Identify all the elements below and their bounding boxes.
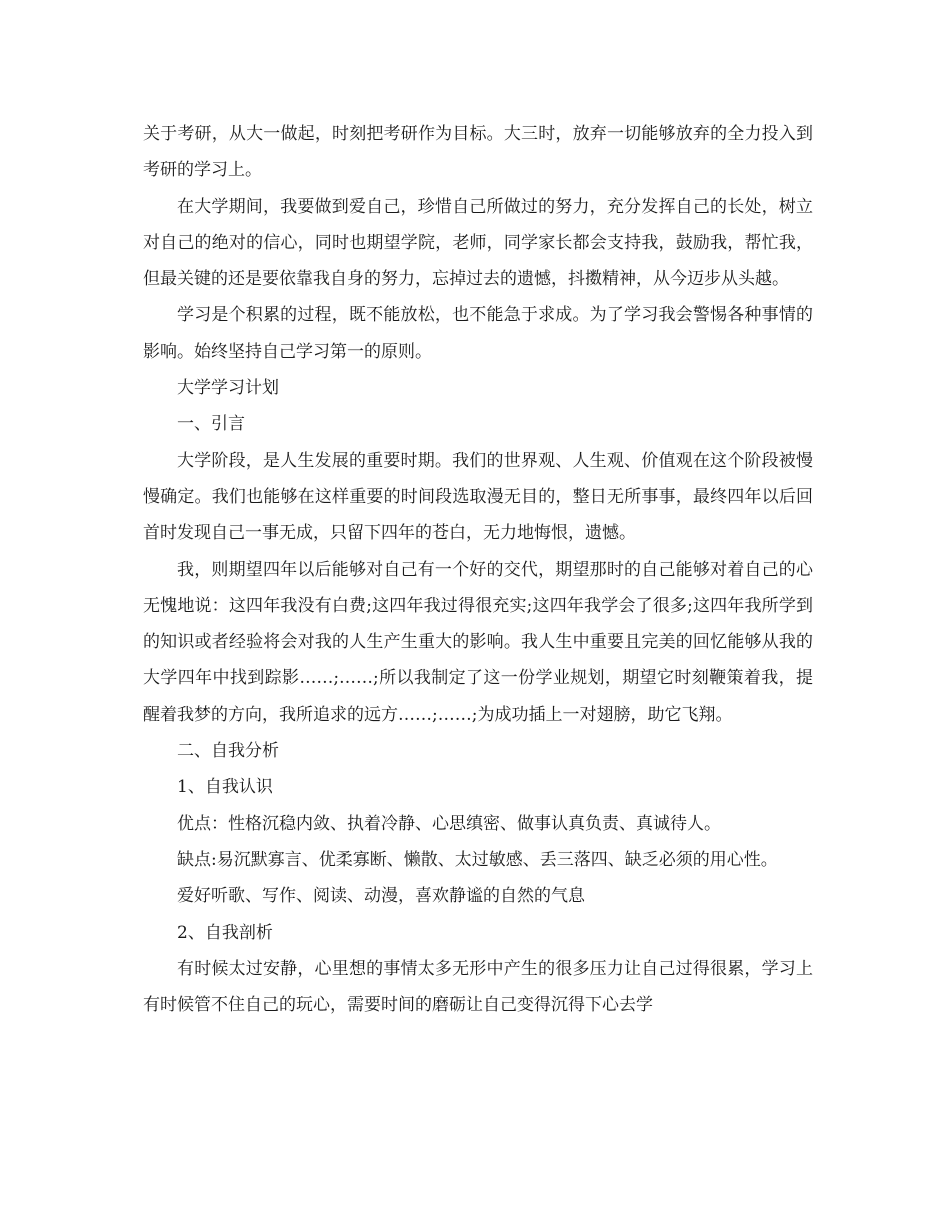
heading-introduction: 一、引言	[177, 414, 245, 435]
document-body	[143, 116, 813, 1023]
subheading-self-knowledge: 1、自我认识	[177, 777, 273, 798]
paragraph-kaoyan: 关于考研，从大一做起，时刻把考研作为目标。大三时，放弃一切能够放弃的全力投入到考研的学习上。	[143, 124, 813, 181]
section-title-study-plan: 大学学习计划	[177, 378, 279, 399]
subheading-self-dissection: 2、自我剖析	[177, 922, 273, 943]
paragraph-weaknesses: 缺点:易沉默寡言、优柔寡断、懒散、太过敏感、丢三落四、缺乏必须的用心性。	[177, 849, 778, 870]
paragraph-self-dissection: 有时候太过安静，心里想的事情太多无形中产生的很多压力让自己过得很累，学习上有时候管不住自己的玩心，需要时间的磨砺让自己变得沉得下心去学	[143, 958, 813, 1016]
paragraph-hobbies: 爱好听歌、写作、阅读、动漫，喜欢静谧的自然的气息	[177, 886, 585, 907]
paragraph-university-stage: 大学阶段，是人生发展的重要时期。我们的世界观、人生观、价值观在这个阶段被慢慢确定。我们也能够在这样重要的时间段选取漫无目的，整日无所事事，最终四年以后回首时发现自己一事无成，只留下四年的苍白，无力地悔恨，遗憾。	[143, 450, 813, 544]
paragraph-expectation: 我，则期望四年以后能够对自己有一个好的交代，期望那时的自己能够对着自己的心无愧地说：这四年我没有白费;这四年我过得很充实;这四年我学会了很多;这四年我所学到的知识或者经验将会对我的人生产生重大的影响。我人生中重要且完美的回忆能够从我的大学四年中找到踪影……;……;所以我制定了这一份学业规划，期望它时刻鞭策着我，提醒着我梦的方向，我所追求的远方……;……;为成功插上一对翅膀，助它飞翔。	[143, 559, 813, 725]
paragraph-strengths: 优点：性格沉稳内敛、执着冷静、心思缜密、做事认真负责、真诚待人。	[177, 813, 721, 834]
paragraph-accumulation: 学习是个积累的过程，既不能放松，也不能急于求成。为了学习我会警惕各种事情的影响。始终坚持自己学习第一的原则。	[143, 305, 813, 362]
heading-self-analysis: 二、自我分析	[177, 741, 279, 762]
paragraph-love-yourself: 在大学期间，我要做到爱自己，珍惜自己所做过的努力，充分发挥自己的长处，树立对自己的绝对的信心，同时也期望学院，老师，同学家长都会支持我，鼓励我，帮忙我，但最关键的还是要依靠我自身的努力，忘掉过去的遗憾，抖擞精神，从今迈步从头越。	[143, 196, 813, 290]
